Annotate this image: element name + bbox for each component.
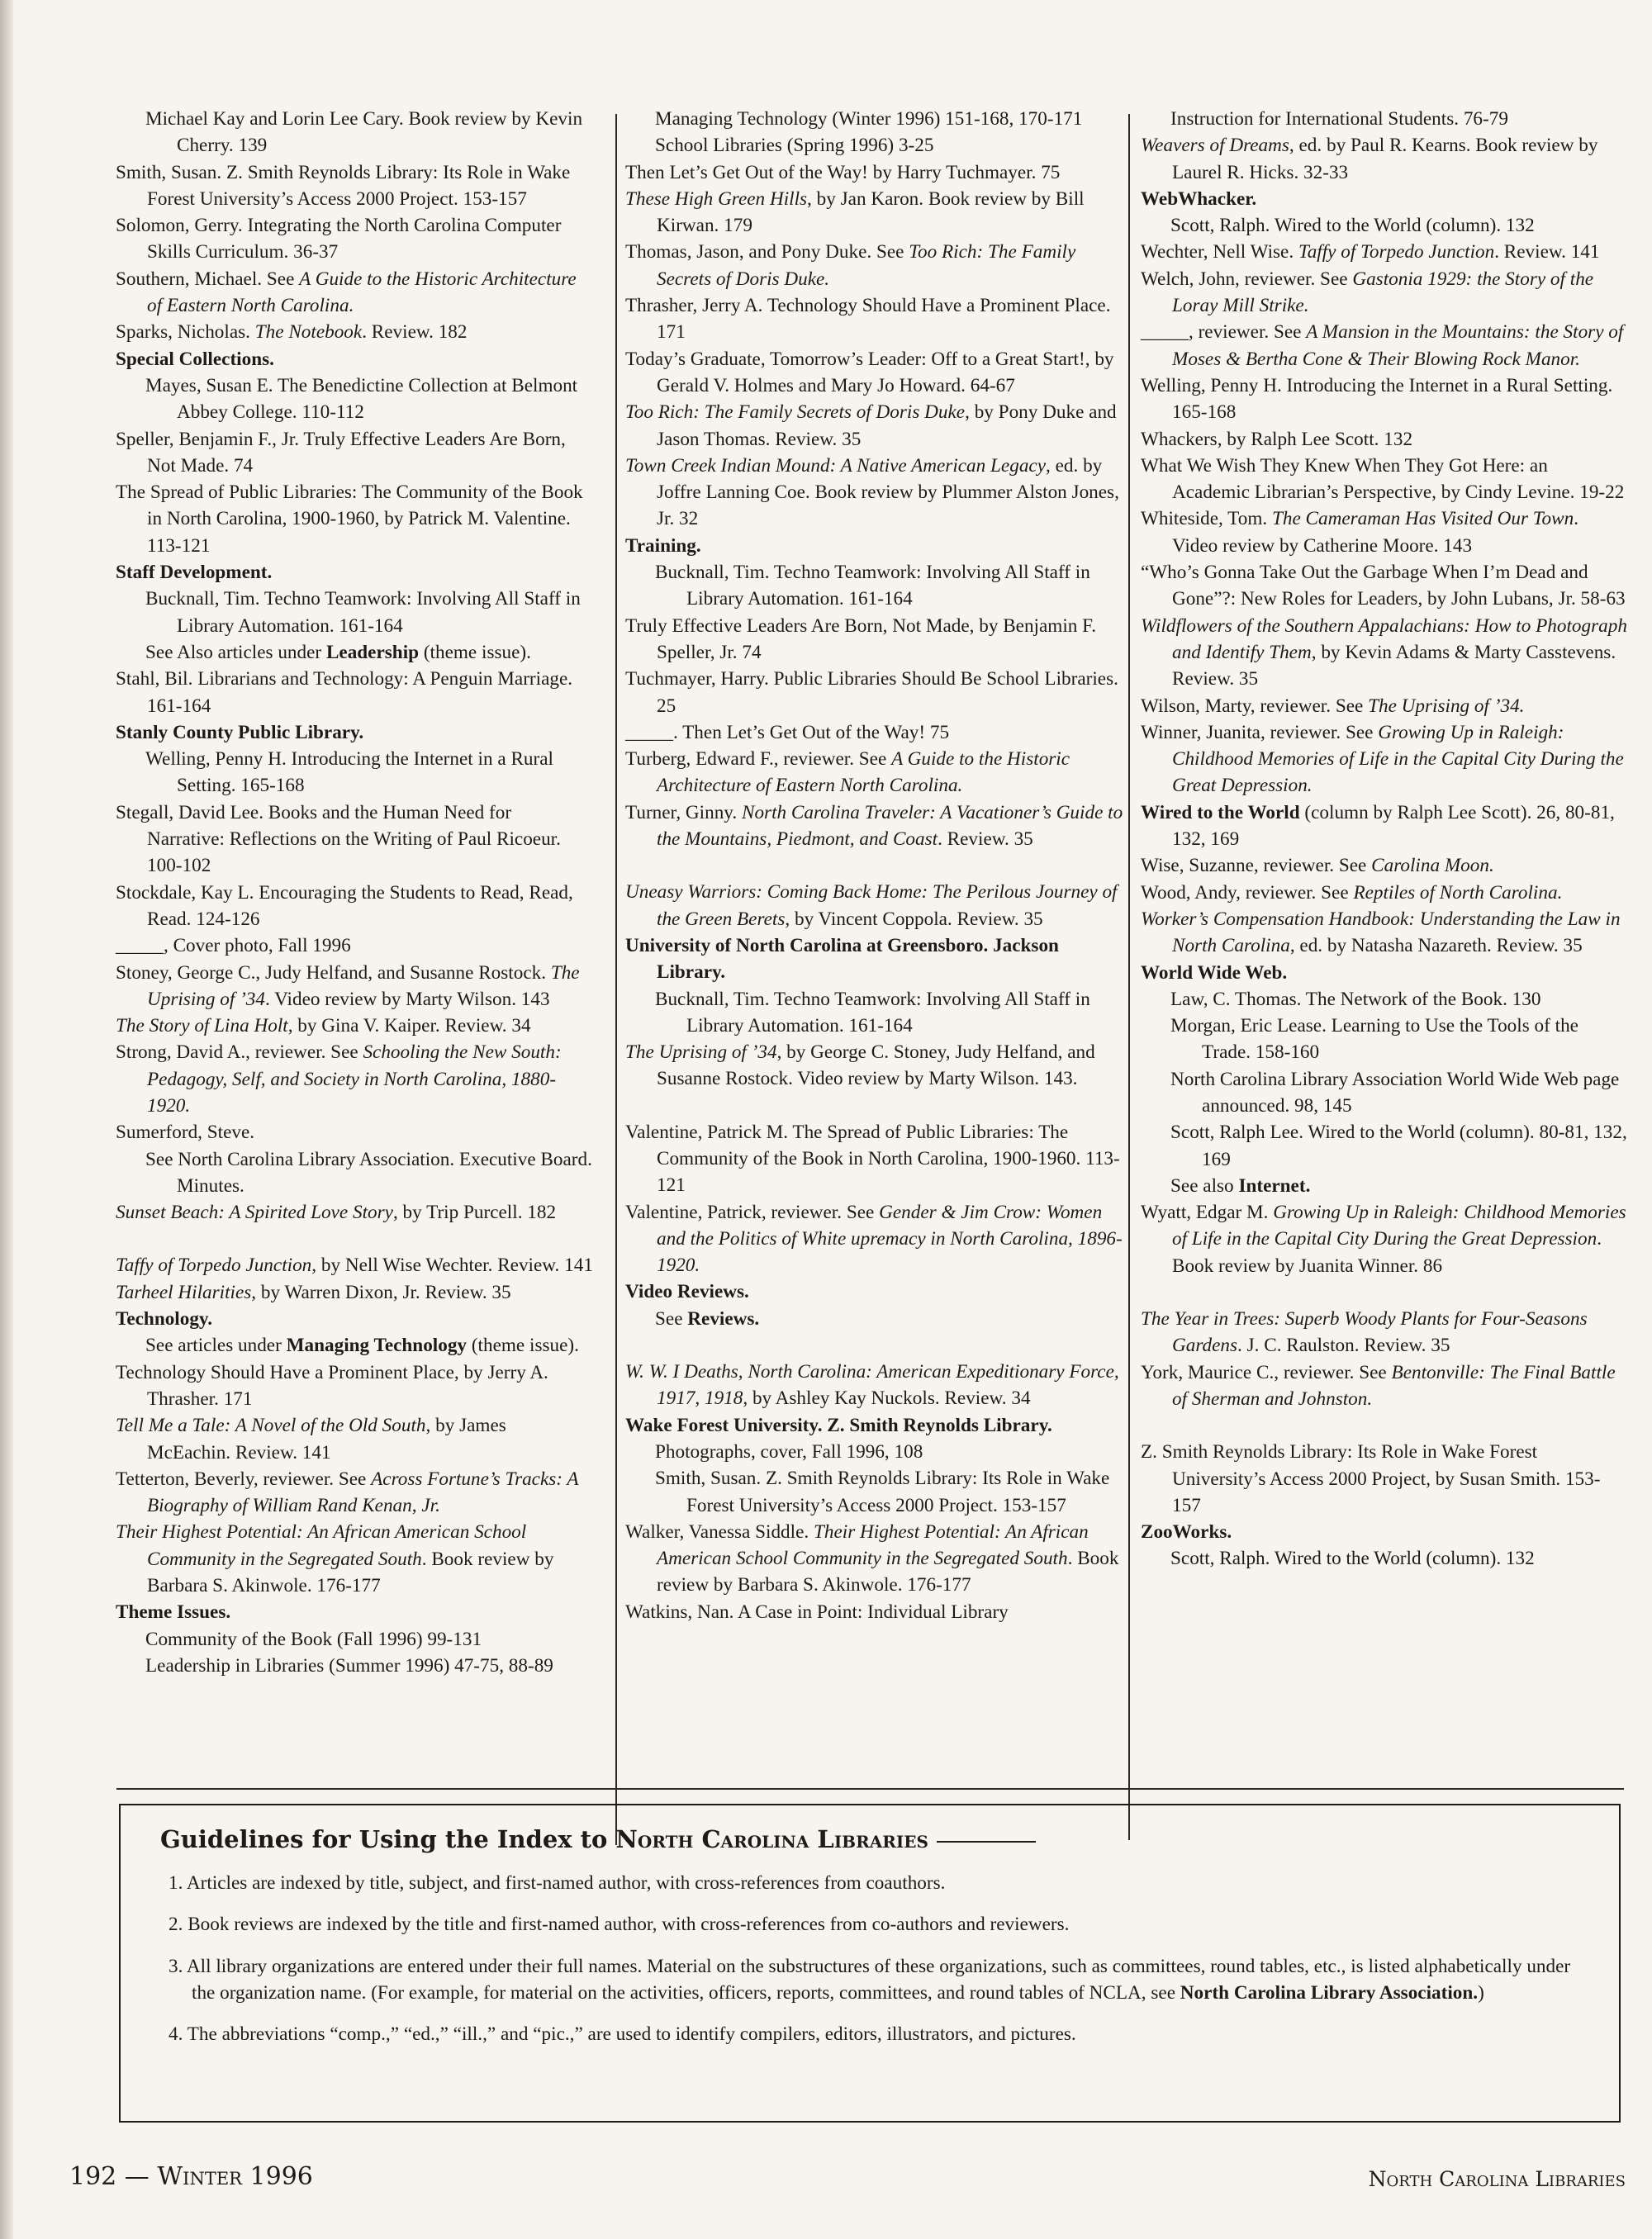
entry-text-segment: Speller, Benjamin F., Jr. Truly Effective Leaders Are Born, Not Made. 74 — [116, 428, 566, 477]
index-subentry — [625, 559, 1126, 613]
entry-text-segment: These High Green Hills — [625, 187, 808, 210]
index-entry — [625, 292, 1126, 346]
entry-text-segment: Southern, Michael. See — [116, 268, 300, 290]
entry-text-segment: Staff Development. — [116, 562, 273, 584]
index-entry — [116, 1013, 593, 1039]
entry-text-segment: WebWhacker. — [1141, 187, 1257, 210]
entry-text-segment: “Who’s Gonna Take Out the Garbage When I’m Dead and Gone”?: New Roles for Leaders, by John Lubans, Jr. 58-63 — [1141, 562, 1626, 610]
index-entry — [1141, 319, 1627, 372]
entry-text-segment: Wise, Suzanne, reviewer. See — [1141, 855, 1372, 877]
entry-text-segment: University of North Carolina at Greensboro. Jackson Library. — [625, 934, 1059, 984]
entry-text-segment: The Uprising of ’34. — [1368, 695, 1525, 717]
entry-text-segment: Leadership — [325, 641, 420, 663]
entry-text-segment: Z. Smith Reynolds Library: Its Role in Wake Forest University’s Access 2000 Project, by Susan Smith. 153-157 — [1141, 1441, 1601, 1516]
index-entry — [1141, 239, 1627, 265]
entry-text-segment: Town Creek Indian Mound: A Native American Legacy — [625, 454, 1046, 477]
entry-text-segment: Wilson, Marty, reviewer. See — [1141, 695, 1369, 717]
index-subentry — [116, 1332, 593, 1359]
index-column-1 — [116, 106, 593, 1679]
index-entry — [625, 533, 1126, 559]
entry-text-segment: Carolina Moon. — [1371, 855, 1494, 877]
horizontal-rule — [116, 1788, 1624, 1790]
entry-text-segment: Tetterton, Beverly, reviewer. See — [116, 1468, 372, 1490]
entry-text-segment: See North Carolina Library Association. Executive Board. Minutes. — [145, 1148, 592, 1197]
entry-text-segment: Smith, Susan. Z. Smith Reynolds Library: Its Role in Wake Forest University’s Access 2000 Project. 153-157 — [655, 1468, 1110, 1516]
entry-text-segment: Reptiles of North Carolina. — [1353, 881, 1563, 904]
entry-text-segment: Technology. — [116, 1308, 213, 1331]
entry-text-segment: , by Vincent Coppola. Review. 35 — [785, 908, 1043, 930]
entry-text-segment: , by Pony Duke and Jason Thomas. Review. 35 — [657, 401, 1117, 450]
entry-text-segment: Wyatt, Edgar M. — [1141, 1202, 1274, 1224]
index-subentry — [1141, 1173, 1627, 1199]
entry-text-segment: Valentine, Patrick, reviewer. See — [625, 1201, 880, 1223]
entry-text-segment: What We Wish They Knew When They Got Here: an Academic Librarian’s Perspective, by Cindy Levine. 19-22 — [1141, 454, 1625, 504]
entry-text-segment: Today’s Graduate, Tomorrow’s Leader: Off to a Great Start!, by Gerald V. Holmes and Mary Jo Howard. 64-67 — [625, 348, 1114, 396]
index-entry — [625, 1412, 1126, 1439]
entry-text-segment: See also — [1170, 1174, 1239, 1197]
entry-text-segment: A Guide to the Historic Architecture of Eastern North Carolina. — [147, 268, 577, 317]
entry-text-segment: Stockdale, Kay L. Encouraging the Students to Read, Read, Read. 124-126 — [116, 881, 573, 930]
index-entry — [116, 159, 593, 213]
index-subentry — [625, 1306, 1126, 1332]
entry-text-segment: . Review. 182 — [362, 321, 468, 344]
entry-text-segment: Bentonville: The Final Battle of Sherman and Johnston. — [1172, 1361, 1616, 1410]
index-subentry — [625, 106, 1126, 132]
entry-text-segment: School Libraries (Spring 1996) 3-25 — [655, 135, 934, 157]
index-subentry — [1141, 1119, 1627, 1173]
entry-text-segment: ) — [1478, 1981, 1484, 2004]
entry-text-segment: Reviews. — [687, 1307, 760, 1330]
column-divider — [1128, 114, 1130, 1840]
entry-text-segment: Tell Me a Tale: A Novel of the Old South — [116, 1415, 426, 1437]
entry-text-segment: Their Highest Potential: An African American School Community in the Segregated South — [657, 1520, 1089, 1570]
index-subentry — [625, 1439, 1126, 1465]
entry-text-segment: A Mansion in the Mountains: the Story of Moses & Bertha Cone & Their Blowing Rock Manor. — [1172, 321, 1624, 370]
index-subentry — [116, 106, 593, 159]
entry-text-segment: Law, C. Thomas. The Network of the Book. 130 — [1170, 988, 1541, 1010]
entry-text-segment: Sunset Beach: A Spirited Love Story — [116, 1202, 393, 1224]
entry-text-segment: Then Let’s Get Out of the Way! by Harry Tuchmayer. 75 — [625, 161, 1061, 183]
entry-text-segment: Community of the Book (Fall 1996) 99-131 — [145, 1628, 482, 1650]
entry-text-segment: Special Collections. — [116, 348, 274, 370]
entry-text-segment: See Also articles under — [145, 641, 326, 663]
entry-text-segment: Strong, David A., reviewer. See — [116, 1041, 363, 1064]
entry-text-segment: Internet. — [1238, 1174, 1311, 1197]
entry-text-segment: Smith, Susan. Z. Smith Reynolds Library: Its Role in Wake Forest University’s Access 2000 Project. 153-157 — [116, 161, 571, 210]
entry-text-segment: , by Gina V. Kaiper. Review. 34 — [287, 1015, 531, 1037]
entry-text-segment: Thomas, Jason, and Pony Duke. See — [625, 241, 909, 263]
entry-text-segment: Bucknall, Tim. Techno Teamwork: Involving All Staff in Library Automation. 161-164 — [655, 988, 1090, 1036]
entry-text-segment: Scott, Ralph. Wired to the World (column). 132 — [1170, 1548, 1535, 1570]
index-entry — [1141, 426, 1627, 453]
entry-text-segment: The Spread of Public Libraries: The Community of the Book in North Carolina, 1900-1960, by Patrick M. Valentine. 113-121 — [116, 481, 583, 557]
entry-text-segment: Theme Issues. — [116, 1601, 231, 1624]
index-subentry — [1141, 986, 1627, 1013]
entry-text-segment: Managing Technology (Winter 1996) 151-168, 170-171 — [655, 108, 1083, 130]
entry-text-segment: Turner, Ginny. — [625, 801, 742, 823]
guidelines-title-text: Guidelines for Using the Index to — [160, 1825, 608, 1853]
index-subentry — [1141, 1545, 1627, 1572]
index-entry — [625, 613, 1126, 666]
entry-text-segment: Taffy of Torpedo Junction — [1298, 241, 1495, 263]
entry-text-segment: The Story of Lina Holt — [116, 1015, 288, 1037]
entry-text-segment: Weavers of Dreams — [1141, 135, 1289, 157]
entry-text-segment: The Uprising of ’34 — [625, 1041, 777, 1064]
entry-text-segment: Bucknall, Tim. Techno Teamwork: Involving All Staff in Library Automation. 161-164 — [655, 562, 1090, 610]
index-entry — [116, 1519, 593, 1599]
entry-text-segment: Tuchmayer, Harry. Public Libraries Should Be School Libraries. 25 — [625, 668, 1118, 717]
index-entry — [625, 346, 1126, 400]
guidelines-box — [119, 1804, 1621, 2123]
index-entry — [1141, 1519, 1627, 1545]
index-entry — [116, 932, 593, 959]
entry-text-segment: Bucknall, Tim. Techno Teamwork: Involving All Staff in Library Automation. 161-164 — [145, 588, 581, 637]
index-entry — [625, 666, 1126, 719]
index-entry — [625, 453, 1126, 533]
guideline-item — [169, 1911, 1573, 1938]
index-entry — [116, 479, 593, 559]
index-entry — [116, 666, 593, 719]
index-subentry — [116, 746, 593, 799]
entry-text-segment: A Guide to the Historic Architecture of Eastern North Carolina. — [657, 748, 1070, 797]
entry-text-segment: Taffy of Torpedo Junction — [116, 1255, 312, 1277]
entry-text-segment: (column by Ralph Lee Scott). 26, 80-81, 132, 169 — [1172, 801, 1615, 851]
index-column-2 — [625, 106, 1126, 1625]
entry-text-segment: , by Warren Dixon, Jr. Review. 35 — [251, 1281, 511, 1303]
entry-text-segment: See articles under — [145, 1335, 287, 1357]
index-entry — [1141, 372, 1627, 426]
entry-text-segment: Thrasher, Jerry A. Technology Should Have a Prominent Place. 171 — [625, 295, 1111, 344]
entry-text-segment: , by Jan Karon. Book review by Bill Kirwan. 179 — [657, 187, 1085, 237]
entry-text-segment: Stoney, George C., Judy Helfand, and Susanne Rostock. — [116, 961, 551, 984]
index-entry — [1141, 719, 1627, 799]
index-subentry — [1141, 1013, 1627, 1066]
entry-text-segment: . Book review by Juanita Winner. 86 — [1172, 1228, 1602, 1277]
index-entry — [116, 1466, 593, 1520]
index-entry — [116, 212, 593, 266]
entry-text-segment: (theme issue). — [467, 1335, 579, 1357]
entry-text-segment: Whackers, by Ralph Lee Scott. 132 — [1141, 428, 1413, 450]
entry-text-segment: _____, Cover photo, Fall 1996 — [116, 935, 351, 957]
index-entry — [1141, 1306, 1627, 1359]
index-entry — [625, 719, 1126, 746]
index-entry — [1141, 960, 1627, 986]
index-entry — [625, 399, 1126, 453]
entry-text-segment: . Review. 141 — [1494, 241, 1600, 263]
entry-text-segment: North Carolina Library Association World Wide Web page announced. 98, 145 — [1170, 1068, 1620, 1117]
entry-text-segment: Gender & Jim Crow: Women and the Politics of White upremacy in North Carolina, 1896-1920. — [657, 1201, 1123, 1277]
index-subentry — [116, 1626, 593, 1653]
entry-text-segment: The Cameraman Has Visited Our Town — [1271, 508, 1574, 530]
index-subentry — [1141, 212, 1627, 239]
index-entry — [1141, 505, 1627, 559]
index-entry — [1141, 1439, 1627, 1519]
running-footer-title: North Carolina Libraries — [1368, 2167, 1626, 2191]
entry-text-segment: . J. C. Raulston. Review. 35 — [1237, 1335, 1450, 1357]
entry-text-segment: Across Fortune’s Tracks: A Biography of William Rand Kenan, Jr. — [147, 1468, 579, 1517]
entry-text-segment: Wired to the World — [1141, 801, 1300, 823]
index-entry — [625, 186, 1126, 240]
entry-text-segment: World Wide Web. — [1141, 961, 1288, 984]
page-gutter-shadow — [0, 0, 13, 2239]
entry-text-segment: Managing Technology — [286, 1335, 468, 1357]
index-entry — [116, 559, 593, 586]
entry-text-segment: Truly Effective Leaders Are Born, Not Made, by Benjamin F. Speller, Jr. 74 — [625, 614, 1096, 663]
index-entry — [1141, 799, 1627, 853]
index-subentry — [116, 1146, 593, 1200]
entry-text-segment: Whiteside, Tom. — [1141, 508, 1272, 530]
index-subentry — [1141, 1066, 1627, 1120]
entry-text-segment: Welch, John, reviewer. See — [1141, 268, 1353, 290]
entry-text-segment: Growing Up in Raleigh: Childhood Memories of Life in the Capital City During the Great Depression. — [1172, 721, 1624, 797]
index-subentry — [116, 586, 593, 639]
entry-text-segment: Growing Up in Raleigh: Childhood Memories of Life in the Capital City During the Great Depression — [1172, 1202, 1626, 1250]
index-entry — [1141, 906, 1627, 960]
entry-text-segment: Photographs, cover, Fall 1996, 108 — [655, 1440, 923, 1463]
entry-text-segment: Tarheel Hilarities — [116, 1281, 252, 1303]
guidelines-list — [169, 1870, 1573, 2062]
entry-text-segment: , by Trip Purcell. 182 — [392, 1202, 557, 1224]
entry-text-segment: , ed. by Paul R. Kearns. Book review by Laurel R. Hicks. 32-33 — [1172, 135, 1598, 183]
entry-text-segment: 2. Book reviews are indexed by the title and first-named author, with cross-references from co-authors and reviewers. — [169, 1914, 1070, 1936]
entry-text-segment: Too Rich: The Family Secrets of Doris Duke. — [657, 241, 1076, 290]
index-entry — [116, 1306, 593, 1332]
index-column-3 — [1141, 106, 1627, 1573]
entry-text-segment: York, Maurice C., reviewer. See — [1141, 1361, 1392, 1383]
column-divider — [615, 114, 617, 1845]
entry-text-segment: Solomon, Gerry. Integrating the North Carolina Computer Skills Curriculum. 36-37 — [116, 215, 562, 263]
index-entry — [116, 1412, 593, 1466]
index-entry — [1141, 852, 1627, 879]
entry-text-segment: Stegall, David Lee. Books and the Human Need for Narrative: Reflections on the Writing of Paul Ricoeur. 100-102 — [116, 801, 561, 877]
entry-text-segment: North Carolina Traveler: A Vacationer’s Guide to the Mountains, Piedmont, and Coast — [657, 801, 1123, 851]
index-entry — [1141, 1359, 1627, 1413]
entry-text-segment: , by Nell Wise Wechter. Review. 141 — [311, 1255, 593, 1277]
index-subentry — [116, 1653, 593, 1679]
entry-text-segment: Wood, Andy, reviewer. See — [1141, 881, 1354, 904]
index-subentry — [1141, 106, 1627, 132]
index-entry — [625, 1119, 1126, 1199]
index-entry — [116, 1039, 593, 1119]
entry-text-segment: Worker’s Compensation Handbook: Understanding the Law in North Carolina — [1141, 908, 1621, 957]
index-entry — [116, 266, 593, 320]
entry-text-segment: Wildflowers of the Southern Appalachians: How to Photograph and Identify Them — [1141, 614, 1627, 663]
title-underline — [937, 1841, 1036, 1843]
guidelines-journal-name: North Carolina Libraries — [615, 1825, 928, 1853]
entry-text-segment: Welling, Penny H. Introducing the Internet in a Rural Setting. 165-168 — [1141, 374, 1613, 424]
index-entry — [625, 1278, 1126, 1305]
entry-text-segment: Sparks, Nicholas. — [116, 321, 255, 344]
entry-text-segment: _____, reviewer. See — [1141, 321, 1307, 344]
entry-text-segment: Sumerford, Steve. — [116, 1122, 255, 1144]
entry-text-segment: . Video review by Catherine Moore. 143 — [1172, 508, 1578, 557]
entry-text-segment: Technology Should Have a Prominent Place, by Jerry A. Thrasher. 171 — [116, 1361, 548, 1410]
entry-text-segment: The Uprising of ’34 — [147, 961, 580, 1010]
entry-text-segment: Wechter, Nell Wise. — [1141, 241, 1298, 263]
index-entry — [116, 1119, 593, 1146]
entry-text-segment: 1. Articles are indexed by title, subject, and first-named author, with cross-references from coauthors. — [169, 1872, 946, 1894]
index-entry — [1141, 559, 1627, 613]
index-entry — [116, 960, 593, 1013]
index-subentry — [625, 132, 1126, 159]
index-entry — [116, 719, 593, 746]
entry-text-segment: Instruction for International Students. 76-79 — [1170, 108, 1508, 130]
entry-text-segment: Video Reviews. — [625, 1281, 749, 1303]
entry-text-segment: , by Ashley Kay Nuckols. Review. 34 — [743, 1388, 1031, 1410]
entry-text-segment: . Review. 35 — [938, 828, 1033, 851]
index-entry — [116, 346, 593, 372]
entry-text-segment: Walker, Vanessa Siddle. — [625, 1520, 814, 1543]
entry-text-segment: _____. Then Let’s Get Out of the Way! 75 — [625, 721, 950, 743]
entry-text-segment: (theme issue). — [419, 641, 531, 663]
entry-text-segment: Winner, Juanita, reviewer. See — [1141, 721, 1379, 743]
index-entry — [625, 239, 1126, 292]
entry-text-segment: Wake Forest University. Z. Smith Reynolds Library. — [625, 1414, 1052, 1436]
entry-text-segment: Welling, Penny H. Introducing the Internet in a Rural Setting. 165-168 — [145, 748, 553, 797]
index-subentry — [625, 986, 1126, 1040]
entry-text-segment: , by Kevin Adams & Marty Casstevens. Review. 35 — [1172, 641, 1616, 690]
entry-text-segment: , by George C. Stoney, Judy Helfand, and Susanne Rostock. Video review by Marty Wilson. 143. — [657, 1041, 1095, 1090]
index-entry — [1141, 266, 1627, 320]
guideline-item — [169, 1870, 1573, 1896]
entry-text-segment: Schooling the New South: Pedagogy, Self, and Society in North Carolina, 1880-1920. — [147, 1041, 562, 1117]
index-entry — [116, 1279, 593, 1306]
index-entry — [1141, 132, 1627, 186]
entry-text-segment: See — [655, 1307, 688, 1330]
entry-text-segment: , ed. by Joffre Lanning Coe. Book review by Plummer Alston Jones, Jr. 32 — [657, 454, 1119, 530]
entry-text-segment: Training. — [625, 534, 701, 557]
entry-text-segment: Watkins, Nan. A Case in Point: Individual Library — [625, 1601, 1009, 1623]
index-entry — [1141, 1199, 1627, 1279]
entry-text-segment: Their Highest Potential: An African American School Community in the Segregated South — [116, 1521, 527, 1570]
entry-text-segment: 3. All library organizations are entered under their full names. Material on the substructures of these organizations, such as committees, round tables, etc., is listed alphabetically under the organization name. (For example, for material on the activities, officers, reports, committees, and round tables of NCLA, see — [169, 1955, 1571, 2004]
entry-text-segment: Morgan, Eric Lease. Learning to Use the Tools of the Trade. 158-160 — [1170, 1015, 1578, 1064]
guideline-item — [169, 2021, 1573, 2047]
entry-text-segment: Turberg, Edward F., reviewer. See — [625, 748, 892, 771]
index-subentry — [116, 639, 593, 666]
index-entry — [116, 1199, 593, 1226]
index-entry — [1141, 453, 1627, 506]
index-entry — [625, 799, 1126, 853]
index-subentry — [625, 1465, 1126, 1519]
index-entry — [116, 1599, 593, 1625]
index-entry — [625, 159, 1126, 186]
entry-text-segment: 4. The abbreviations “comp.,” “ed.,” “ill.,” and “pic.,” are used to identify compilers, editors, illustrators, and pictures. — [169, 2023, 1076, 2046]
index-entry — [116, 880, 593, 933]
index-entry — [625, 1599, 1126, 1625]
entry-text-segment: Scott, Ralph Lee. Wired to the World (column). 80-81, 132, 169 — [1170, 1122, 1627, 1170]
guidelines-title — [160, 1825, 1036, 1853]
index-entry — [625, 1519, 1126, 1599]
index-entry — [1141, 693, 1627, 719]
entry-text-segment: Scott, Ralph. Wired to the World (column). 132 — [1170, 215, 1535, 237]
entry-text-segment: W. W. I Deaths, North Carolina: American Expeditionary Force, 1917, 1918 — [625, 1361, 1119, 1410]
index-entry — [625, 1359, 1126, 1412]
entry-text-segment: The Year in Trees: Superb Woody Plants for Four-Seasons Gardens — [1141, 1308, 1588, 1357]
index-entry — [625, 879, 1126, 932]
entry-text-segment: Stahl, Bil. Librarians and Technology: A Penguin Marriage. 161-164 — [116, 668, 573, 717]
guideline-item — [169, 1953, 1573, 2007]
index-entry — [625, 932, 1126, 986]
index-entry — [1141, 186, 1627, 212]
index-entry — [116, 1252, 593, 1278]
index-entry — [116, 319, 593, 345]
entry-text-segment: Leadership in Libraries (Summer 1996) 47-75, 88-89 — [145, 1654, 553, 1677]
index-subentry — [116, 372, 593, 426]
entry-text-segment: Gastonia 1929: the Story of the Loray Mill Strike. — [1172, 268, 1594, 317]
entry-text-segment: Mayes, Susan E. The Benedictine Collection at Belmont Abbey College. 110-112 — [145, 374, 578, 424]
entry-text-segment: ZooWorks. — [1141, 1521, 1232, 1544]
index-entry — [625, 746, 1126, 799]
index-entry — [1141, 613, 1627, 693]
page-folio: 192 — Winter 1996 — [69, 2162, 313, 2191]
entry-text-segment: Michael Kay and Lorin Lee Cary. Book review by Kevin Cherry. 139 — [145, 108, 583, 157]
entry-text-segment: . Video review by Marty Wilson. 143 — [265, 988, 550, 1010]
entry-text-segment: Valentine, Patrick M. The Spread of Public Libraries: The Community of the Book in North Carolina, 1900-1960. 113-121 — [625, 1121, 1120, 1197]
entry-text-segment: Uneasy Warriors: Coming Back Home: The Perilous Journey of the Green Berets — [625, 881, 1118, 930]
entry-text-segment: . Book review by Barbara S. Akinwole. 176-177 — [147, 1548, 554, 1597]
index-entry — [1141, 880, 1627, 906]
entry-text-segment: Too Rich: The Family Secrets of Doris Duke — [625, 401, 966, 424]
index-entry — [625, 1039, 1126, 1093]
entry-text-segment: . Book review by Barbara S. Akinwole. 176-177 — [657, 1548, 1119, 1596]
entry-text-segment: , ed. by Natasha Nazareth. Review. 35 — [1289, 935, 1583, 957]
entry-text-segment: Stanly County Public Library. — [116, 721, 364, 743]
index-columns — [116, 106, 1627, 1758]
entry-text-segment: The Notebook — [254, 321, 363, 344]
entry-text-segment: North Carolina Library Association. — [1180, 1981, 1479, 2004]
entry-text-segment: , by James McEachin. Review. 141 — [147, 1415, 506, 1463]
index-entry — [625, 1199, 1126, 1279]
index-entry — [116, 426, 593, 480]
index-entry — [116, 1359, 593, 1413]
index-entry — [116, 799, 593, 880]
